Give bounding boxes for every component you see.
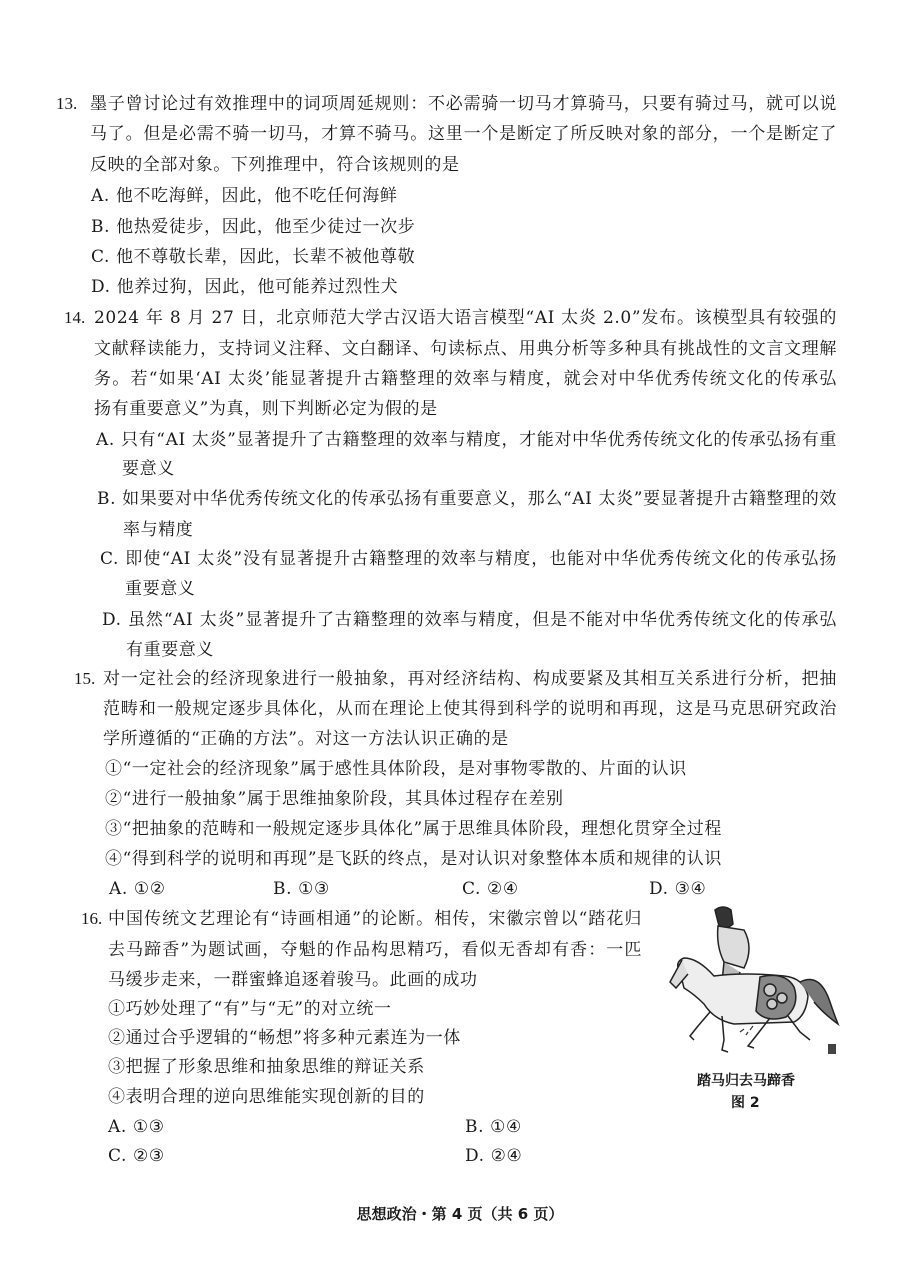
option-c-cont: 重要意义 — [125, 579, 196, 599]
question-number: 15. — [74, 669, 96, 688]
option-c: C. ②③ — [108, 1146, 165, 1166]
option-a: A. 只有“AI 太炎”显著提升了古籍整理的效率与精度，才能对中华优秀传统文化的传承弘扬有重 — [96, 430, 837, 450]
figure-caption: 踏马归去马蹄香 — [697, 1073, 795, 1089]
question-stem-line: 范畴和一般规定逐步具体化，从而在理论上使其得到科学的说明和再现，这是马克思研究政治 — [103, 699, 837, 719]
statement-4: ④表明合理的逆向思维能实现创新的目的 — [108, 1087, 425, 1107]
option-d-cont: 有重要意义 — [126, 640, 214, 660]
question-stem-line: 马了。但是必需不骑一切马，才算不骑马。这里一个是断定了所反映对象的部分，一个是断定了 — [90, 124, 837, 144]
option-b: B. ①④ — [465, 1117, 522, 1137]
option-a: A. 他不吃海鲜，因此，他不吃任何海鲜 — [91, 186, 398, 206]
option-b-cont: 率与精度 — [123, 520, 194, 540]
question-stem-line: 反映的全部对象。下列推理中，符合该规则的是 — [90, 155, 460, 175]
option-b: B. 如果要对中华优秀传统文化的传承弘扬有重要意义，那么“AI 太炎”要显著提升古籍整理的效 — [97, 489, 837, 509]
question-number: 14. — [64, 308, 86, 327]
option-c: C. ②④ — [462, 879, 519, 899]
statement-3: ③“把抽象的范畴和一般规定逐步具体化”属于思维具体阶段，理想化贯穿全过程 — [105, 819, 722, 839]
question-stem-line: 扬有重要意义”为真，则下判断必定为假的是 — [94, 399, 438, 419]
option-d: D. 他养过狗，因此，他可能养过烈性犬 — [91, 277, 399, 297]
option-a: A. ①② — [109, 879, 166, 899]
figure-label: 图 2 — [731, 1095, 760, 1111]
option-a: A. ①③ — [108, 1117, 165, 1137]
option-c: C. 他不尊敬长辈，因此，长辈不被他尊敬 — [91, 247, 416, 267]
question-number: 16. — [81, 909, 103, 928]
option-d: D. 虽然“AI 太炎”显著提升了古籍整理的效率与精度，但是不能对中华优秀传统文化的传承弘 — [102, 610, 837, 630]
question-stem-line: 文献释读能力，支持词义注释、文白翻译、句读标点、用典分析等多种具有挑战性的文言文理解 — [94, 339, 837, 359]
option-b: B. ①③ — [273, 879, 330, 899]
question-number: 13. — [56, 94, 78, 113]
question-stem-line: 务。若“如果‘AI 太炎’能显著提升古籍整理的效率与精度，就会对中华优秀传统文化的传承弘 — [94, 369, 837, 389]
question-stem-line: 马缓步走来，一群蜜蜂追逐着骏马。此画的成功 — [108, 970, 478, 990]
question-stem-line: 中国传统文艺理论有“诗画相通”的论断。相传，宋徽宗曾以“踏花归 — [108, 909, 642, 929]
statement-4: ④“得到科学的说明和再现”是飞跃的终点，是对认识对象整体本质和规律的认识 — [105, 849, 722, 869]
option-b: B. 他热爱徒步，因此，他至少徒过一次步 — [91, 217, 416, 237]
question-stem-line: 学所遵循的“正确的方法”。对这一方法认识正确的是 — [103, 729, 509, 749]
statement-2: ②通过合乎逻辑的“畅想”将多种元素连为一体 — [108, 1028, 461, 1048]
statement-2: ②“进行一般抽象”属于思维抽象阶段，其具体过程存在差别 — [105, 789, 564, 809]
statement-1: ①“一定社会的经济现象”属于感性具体阶段，是对事物零散的、片面的认识 — [105, 759, 687, 779]
option-a-cont: 要意义 — [122, 459, 175, 479]
statement-1: ①巧妙处理了“有”与“无”的对立统一 — [108, 999, 392, 1019]
option-c: C. 即使“AI 太炎”没有显著提升古籍整理的效率与精度，也能对中华优秀传统文化的传承弘扬 — [100, 549, 837, 569]
option-d: D. ③④ — [649, 879, 707, 899]
question-stem-line: 对一定社会的经济现象进行一般抽象，再对经济结构、构成要紧及其相互关系进行分析，把抽 — [103, 669, 837, 689]
page-footer: 思想政治・第 4 页（共 6 页） — [356, 1205, 564, 1223]
question-stem-line: 去马蹄香”为题试画，夺魁的作品构思精巧，看似无香却有香：一匹 — [108, 940, 642, 960]
horse-rider-illustration — [660, 902, 840, 1062]
option-d: D. ②④ — [465, 1146, 523, 1166]
question-stem-line: 墨子曾讨论过有效推理中的词项周延规则：不必需骑一切马才算骑马，只要有骑过马，就可以说 — [90, 94, 837, 114]
question-stem-line: 2024 年 8 月 27 日，北京师范大学古汉语大语言模型“AI 太炎 2.0”发布。该模型具有较强的 — [94, 308, 837, 328]
statement-3: ③把握了形象思维和抽象思维的辩证关系 — [108, 1057, 425, 1077]
